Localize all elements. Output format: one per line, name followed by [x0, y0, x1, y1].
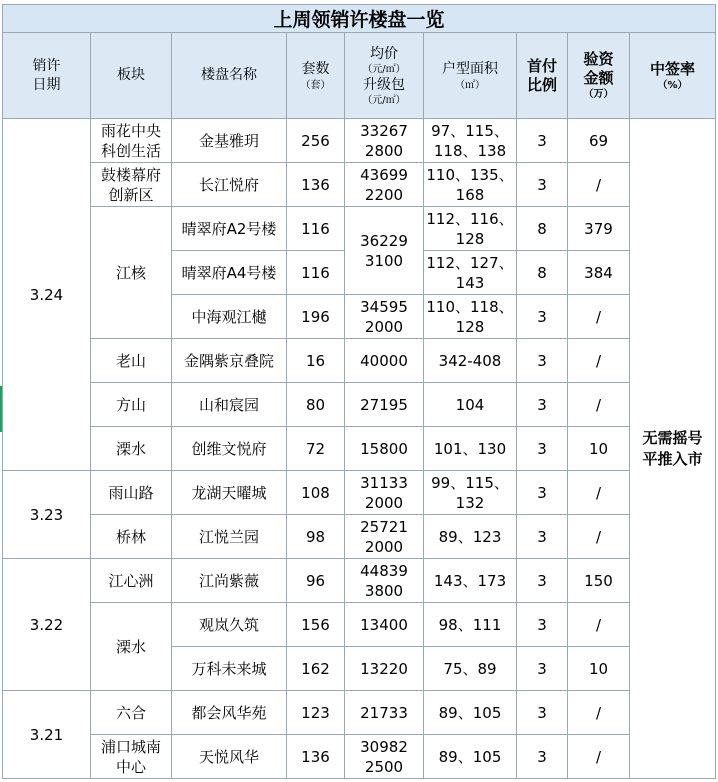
down-cell: 3	[517, 295, 568, 339]
down-cell: 3	[517, 691, 568, 735]
price-cell	[345, 163, 424, 207]
table-row	[3, 207, 716, 251]
name-cell: 中海观江樾	[172, 295, 287, 339]
size-cell: 143、173	[424, 559, 517, 603]
price-line: 44839	[360, 561, 408, 580]
date-cell: 3.22	[3, 559, 91, 691]
upgrade-line: 2000	[364, 493, 404, 512]
units-cell: 162	[287, 647, 345, 691]
rate-cell	[630, 119, 716, 779]
size-line: 112、116、	[426, 209, 514, 228]
down-cell: 3	[517, 339, 568, 383]
units-cell: 136	[287, 735, 345, 779]
units-cell: 116	[287, 207, 345, 251]
size-cell	[424, 119, 517, 163]
name-cell: 晴翠府A4号楼	[172, 251, 287, 295]
header-down	[517, 33, 568, 119]
size-cell	[424, 207, 517, 251]
area-cell: 雨山路	[91, 471, 172, 515]
down-cell: 3	[517, 647, 568, 691]
size-cell	[424, 163, 517, 207]
size-line: 99、115、	[431, 473, 509, 492]
price-line: 25721	[360, 517, 408, 536]
price-cell	[345, 471, 424, 515]
name-cell: 天悦风华	[172, 735, 287, 779]
price-cell	[345, 735, 424, 779]
price-line: 34595	[360, 297, 408, 316]
size-line: 118、138	[433, 141, 507, 160]
size-cell: 98、111	[424, 603, 517, 647]
units-cell: 156	[287, 603, 345, 647]
fund-cell: 150	[568, 559, 630, 603]
date-cell: 3.21	[3, 691, 91, 779]
table-row	[3, 163, 716, 207]
fund-cell: /	[568, 471, 630, 515]
area-cell	[91, 163, 172, 207]
name-cell: 龙湖天曜城	[172, 471, 287, 515]
rate-note-line: 平推入市	[642, 449, 703, 468]
units-cell: 80	[287, 383, 345, 427]
size-cell: 89、105	[424, 691, 517, 735]
header-price-label: 均价	[370, 45, 398, 62]
fund-cell: 10	[568, 427, 630, 471]
size-line: 168	[455, 185, 485, 204]
table-row	[3, 515, 716, 559]
units-cell: 16	[287, 339, 345, 383]
price-cell: 15800	[345, 427, 424, 471]
price-line: 33267	[360, 121, 408, 140]
price-cell	[345, 207, 424, 295]
area-cell: 桥林	[91, 515, 172, 559]
price-line: 36229	[360, 231, 408, 250]
upgrade-line: 2000	[364, 317, 404, 336]
size-line: 128	[455, 229, 485, 248]
size-cell: 342-408	[424, 339, 517, 383]
fund-cell: /	[568, 735, 630, 779]
name-cell: 江悦兰园	[172, 515, 287, 559]
fund-cell: /	[568, 691, 630, 735]
fund-cell: /	[568, 383, 630, 427]
size-cell: 89、123	[424, 515, 517, 559]
down-cell: 3	[517, 119, 568, 163]
area-line: 中心	[115, 757, 146, 776]
header-size-unit: （㎡）	[455, 79, 485, 91]
fund-cell: 384	[568, 251, 630, 295]
date-cell: 3.23	[3, 471, 91, 559]
size-line: 110、118、	[426, 297, 514, 316]
upgrade-line: 2200	[364, 185, 404, 204]
header-name: 楼盘名称	[172, 33, 287, 119]
area-line: 鼓楼幕府	[100, 165, 161, 184]
down-cell: 3	[517, 383, 568, 427]
header-fund	[568, 33, 630, 119]
upgrade-line: 2000	[364, 537, 404, 556]
name-cell: 观岚久筑	[172, 603, 287, 647]
area-cell: 溧水	[91, 427, 172, 471]
area-cell: 江核	[91, 207, 172, 339]
header-date-line2: 日期	[32, 76, 61, 93]
size-cell: 104	[424, 383, 517, 427]
size-cell: 101、130	[424, 427, 517, 471]
fund-cell: /	[568, 295, 630, 339]
area-cell: 溧水	[91, 603, 172, 691]
area-cell: 江心洲	[91, 559, 172, 603]
upgrade-line: 2500	[364, 757, 404, 776]
area-line: 科创生活	[100, 141, 161, 160]
header-rate	[630, 33, 716, 119]
name-cell: 创维文悦府	[172, 427, 287, 471]
name-cell: 金隅紫京叠院	[172, 339, 287, 383]
header-date	[3, 33, 91, 119]
area-cell: 方山	[91, 383, 172, 427]
rate-note-line: 无需摇号	[642, 428, 703, 447]
upgrade-line: 3100	[364, 251, 404, 270]
header-upgrade-unit: （元/㎡）	[362, 94, 406, 106]
fund-cell: /	[568, 163, 630, 207]
table-row	[3, 339, 716, 383]
name-cell: 晴翠府A2号楼	[172, 207, 287, 251]
down-cell: 8	[517, 251, 568, 295]
size-cell: 75、89	[424, 647, 517, 691]
area-line: 创新区	[108, 185, 154, 204]
table-row	[3, 603, 716, 647]
units-cell: 123	[287, 691, 345, 735]
table-row	[3, 735, 716, 779]
name-cell: 山和宸园	[172, 383, 287, 427]
price-cell: 27195	[345, 383, 424, 427]
table-row	[3, 471, 716, 515]
size-line: 112、127、	[426, 253, 514, 272]
table-row	[3, 383, 716, 427]
down-cell: 3	[517, 163, 568, 207]
table-row	[3, 559, 716, 603]
price-cell: 40000	[345, 339, 424, 383]
name-cell: 都会风华苑	[172, 691, 287, 735]
price-cell	[345, 295, 424, 339]
down-cell: 3	[517, 559, 568, 603]
units-cell: 196	[287, 295, 345, 339]
name-cell: 长江悦府	[172, 163, 287, 207]
price-cell	[345, 515, 424, 559]
upgrade-line: 3800	[364, 581, 404, 600]
units-cell: 116	[287, 251, 345, 295]
size-cell: 89、105	[424, 735, 517, 779]
header-down-line2: 比例	[526, 75, 557, 94]
header-units-label: 套数	[301, 60, 330, 77]
header-rate-label: 中签率	[650, 59, 696, 78]
size-cell	[424, 471, 517, 515]
area-line: 浦口城南	[100, 737, 161, 756]
area-cell	[91, 735, 172, 779]
header-area: 板块	[91, 33, 172, 119]
price-cell: 13220	[345, 647, 424, 691]
name-cell: 万科未来城	[172, 647, 287, 691]
header-size	[424, 33, 517, 119]
price-cell: 13400	[345, 603, 424, 647]
table-title: 上周领销许楼盘一览	[3, 5, 716, 33]
table-row	[3, 691, 716, 735]
down-cell: 3	[517, 603, 568, 647]
price-cell	[345, 119, 424, 163]
fund-cell: /	[568, 603, 630, 647]
header-size-label: 户型面积	[442, 60, 498, 77]
price-line: 43699	[360, 165, 408, 184]
price-cell	[345, 559, 424, 603]
size-cell	[424, 295, 517, 339]
area-cell: 六合	[91, 691, 172, 735]
down-cell: 3	[517, 471, 568, 515]
units-cell: 108	[287, 471, 345, 515]
units-cell: 98	[287, 515, 345, 559]
header-units-unit: （套）	[300, 79, 331, 91]
header-price	[345, 33, 424, 119]
header-fund-line1: 验资	[583, 50, 614, 68]
fund-cell: 69	[568, 119, 630, 163]
area-cell	[91, 119, 172, 163]
fund-cell: 379	[568, 207, 630, 251]
units-cell: 96	[287, 559, 345, 603]
name-cell: 金基雅玥	[172, 119, 287, 163]
name-cell: 江尚紫薇	[172, 559, 287, 603]
header-fund-unit: （万）	[583, 89, 614, 100]
fund-cell: 10	[568, 647, 630, 691]
table-row	[3, 427, 716, 471]
header-units	[287, 33, 345, 119]
price-line: 30982	[360, 737, 408, 756]
down-cell: 3	[517, 735, 568, 779]
header-upgrade-label: 升级包	[363, 76, 405, 93]
area-cell: 老山	[91, 339, 172, 383]
units-cell: 136	[287, 163, 345, 207]
size-line: 110、135、	[426, 165, 514, 184]
units-cell: 256	[287, 119, 345, 163]
price-line: 31133	[360, 473, 408, 492]
down-cell: 3	[517, 427, 568, 471]
units-cell: 72	[287, 427, 345, 471]
area-line: 雨花中央	[100, 121, 161, 140]
upgrade-line: 2800	[364, 141, 404, 160]
size-line: 97、115、	[431, 121, 509, 140]
price-cell: 21733	[345, 691, 424, 735]
fund-cell: /	[568, 515, 630, 559]
size-cell	[424, 251, 517, 295]
header-down-line1: 首付	[526, 56, 557, 75]
down-cell: 8	[517, 207, 568, 251]
header-price-unit: （元/㎡）	[362, 63, 406, 75]
date-cell: 3.24	[3, 119, 91, 471]
size-line: 143	[455, 273, 485, 292]
table-row	[3, 119, 716, 163]
size-line: 128	[455, 317, 485, 336]
listing-table	[2, 4, 716, 779]
header-fund-line2: 金额	[583, 69, 614, 87]
size-line: 132	[455, 493, 485, 512]
header-rate-unit: （%）	[657, 79, 688, 91]
header-date-line1: 销许	[32, 57, 61, 74]
down-cell: 3	[517, 515, 568, 559]
fund-cell: /	[568, 339, 630, 383]
